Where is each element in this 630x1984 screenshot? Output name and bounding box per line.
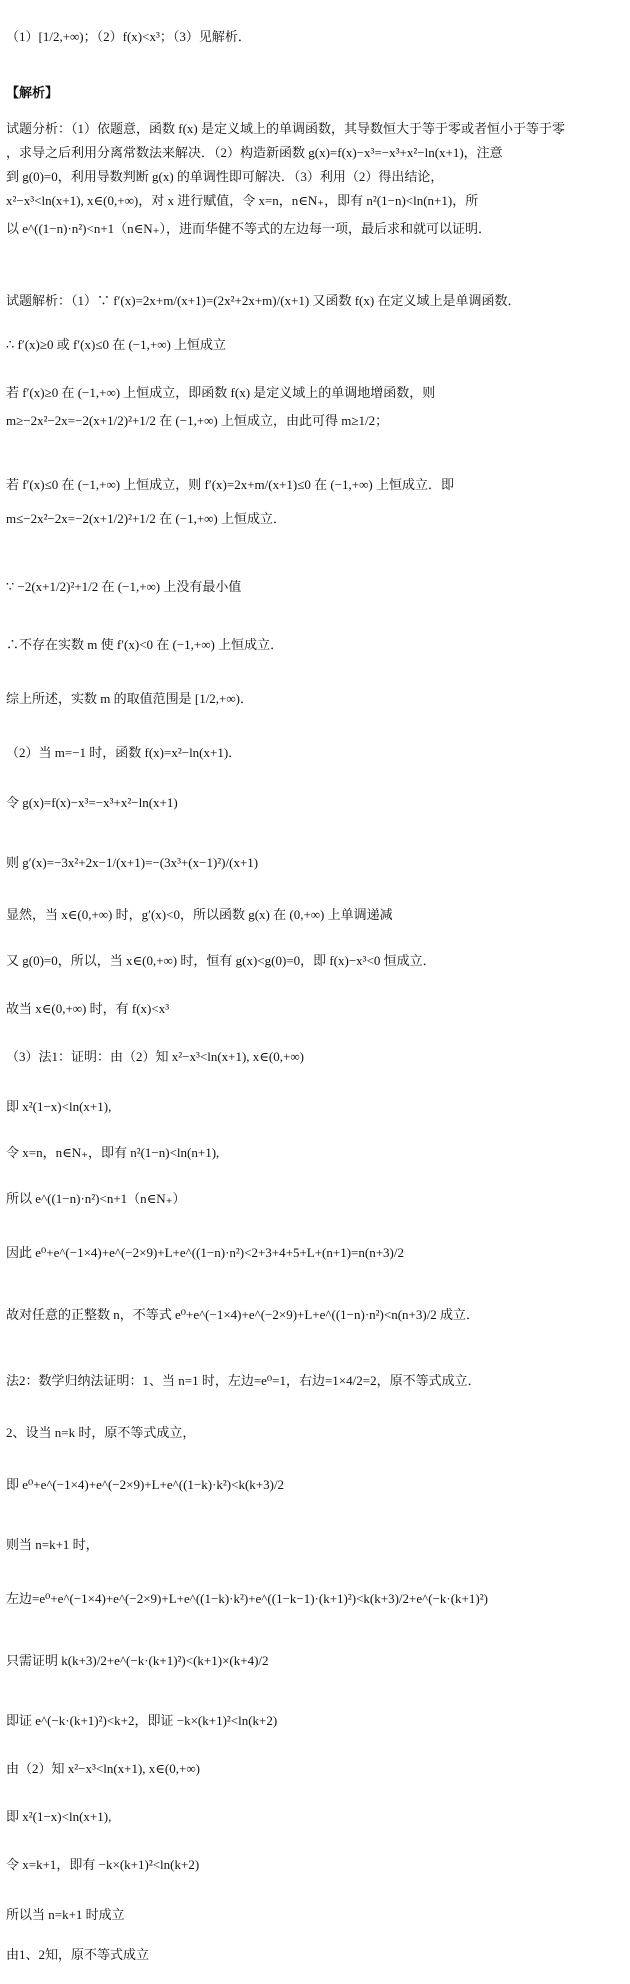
text-line: 则 g′(x)=−3x²+2x−1/(x+1)=−(3x³+(x−1)²)/(x+1) — [6, 855, 259, 870]
text-line: m≤−2x²−2x=−2(x+1/2)²+1/2 在 (−1,+∞) 上恒成立． — [6, 511, 287, 526]
text-line: 故当 x∈(0,+∞) 时，有 f(x)<x³ — [6, 1001, 170, 1016]
text-line: 综上所述，实数 m 的取值范围是 [1/2,+∞)． — [6, 691, 253, 706]
text-line: 以 e^((1−n)·n²)<n+1（n∈N₊），进而华健不等式的左边每一项，最后求和就可以证明． — [6, 221, 492, 236]
text-line: 显然，当 x∈(0,+∞) 时，g′(x)<0，所以函数 g(x) 在 (0,+∞) 上单调递减 — [6, 907, 393, 922]
text-line: （2）当 m=−1 时，函数 f(x)=x²−ln(x+1)． — [6, 745, 242, 760]
text-line: 由1、2知，原不等式成立 — [6, 1947, 150, 1962]
text-line: 又 g(0)=0，所以，当 x∈(0,+∞) 时，恒有 g(x)<g(0)=0，即 f(x)−x³<0 恒成立． — [6, 953, 436, 968]
text-line: （3）法1：证明：由（2）知 x²−x³<ln(x+1), x∈(0,+∞) — [6, 1049, 304, 1064]
text-line: ∴不存在实数 m 使 f′(x)<0 在 (−1,+∞) 上恒成立． — [6, 637, 284, 652]
text-line: 所以 e^((1−n)·n²)<n+1（n∈N₊） — [6, 1191, 186, 1206]
text-line: 所以当 n=k+1 时成立 — [6, 1907, 125, 1922]
text-line: 即 x²(1−x)<ln(x+1), — [6, 1099, 112, 1114]
answer-line: （1）[1/2,+∞)；（2）f(x)<x³；（3）见解析． — [6, 29, 251, 44]
text-line: 故对任意的正整数 n，不等式 e⁰+e^(−1×4)+e^(−2×9)+L+e^((1−n)·n²)<n(n+3)/2 成立． — [6, 1307, 480, 1322]
text-line: 到 g(0)=0，利用导数判断 g(x) 的单调性即可解决．（3）利用（2）得出结论， — [6, 169, 444, 184]
text-line: 2、设当 n=k 时，原不等式成立， — [6, 1425, 196, 1440]
text-line: 试题分析：（1）依题意，函数 f(x) 是定义域上的单调函数，其导数恒大于等于零或者恒小于等于零 — [6, 121, 565, 136]
text-line: 若 f′(x)≤0 在 (−1,+∞) 上恒成立，则 f′(x)=2x+m/(x+1)≤0 在 (−1,+∞) 上恒成立．即 — [6, 477, 454, 492]
text-line: 令 g(x)=f(x)−x³=−x³+x²−ln(x+1) — [6, 795, 178, 810]
text-line: 试题解析：（1）∵ f′(x)=2x+m/(x+1)=(2x²+2x+m)/(x+1) 又函数 f(x) 在定义域上是单调函数． — [6, 293, 521, 308]
text-line: 因此 e⁰+e^(−1×4)+e^(−2×9)+L+e^((1−n)·n²)<2+3+4+5+L+(n+1)=n(n+3)/2 — [6, 1245, 404, 1260]
text-line: 即 e⁰+e^(−1×4)+e^(−2×9)+L+e^((1−k)·k²)<k(k+3)/2 — [6, 1477, 285, 1492]
text-line: 由（2）知 x²−x³<ln(x+1), x∈(0,+∞) — [6, 1761, 200, 1776]
text-line: ，求导之后利用分离常数法来解决．（2）构造新函数 g(x)=f(x)−x³=−x³+x²−ln(x+1)，注意 — [6, 145, 503, 160]
text-line: 则当 n=k+1 时， — [6, 1537, 99, 1552]
text-line: 即 x²(1−x)<ln(x+1), — [6, 1809, 112, 1824]
text-line: 令 x=k+1，即有 −k×(k+1)²<ln(k+2) — [6, 1857, 200, 1872]
text-line: 只需证明 k(k+3)/2+e^(−k·(k+1)²)<(k+1)×(k+4)/2 — [6, 1653, 269, 1668]
text-line: 若 f′(x)≥0 在 (−1,+∞) 上恒成立，即函数 f(x) 是定义域上的单调地增函数，则 — [6, 385, 436, 400]
text-line: 即证 e^(−k·(k+1)²)<k+2，即证 −k×(k+1)²<ln(k+2) — [6, 1713, 278, 1728]
text-line: 法2：数学归纳法证明：1、当 n=1 时，左边=e⁰=1，右边=1×4/2=2，原不等式成立． — [6, 1373, 481, 1388]
text-line: 令 x=n，n∈N₊，即有 n²(1−n)<ln(n+1), — [6, 1145, 220, 1160]
text-line: ∴ f′(x)≥0 或 f′(x)≤0 在 (−1,+∞) 上恒成立 — [6, 337, 227, 352]
text-line: m≥−2x²−2x=−2(x+1/2)²+1/2 在 (−1,+∞) 上恒成立，由此可得 m≥1/2； — [6, 413, 389, 428]
text-line: ∵ −2(x+1/2)²+1/2 在 (−1,+∞) 上没有最小值 — [6, 579, 242, 594]
text-line: x²−x³<ln(x+1), x∈(0,+∞)，对 x 进行赋值，令 x=n，n∈N₊，即有 n²(1−n)<ln(n+1)，所 — [6, 193, 479, 208]
text-line: 左边=e⁰+e^(−1×4)+e^(−2×9)+L+e^((1−k)·k²)+e^((1−k−1)·(k+1)²)<k(k+3)/2+e^(−k·(k+1)²) — [6, 1591, 488, 1606]
analysis-header: 【解析】 — [6, 85, 59, 100]
